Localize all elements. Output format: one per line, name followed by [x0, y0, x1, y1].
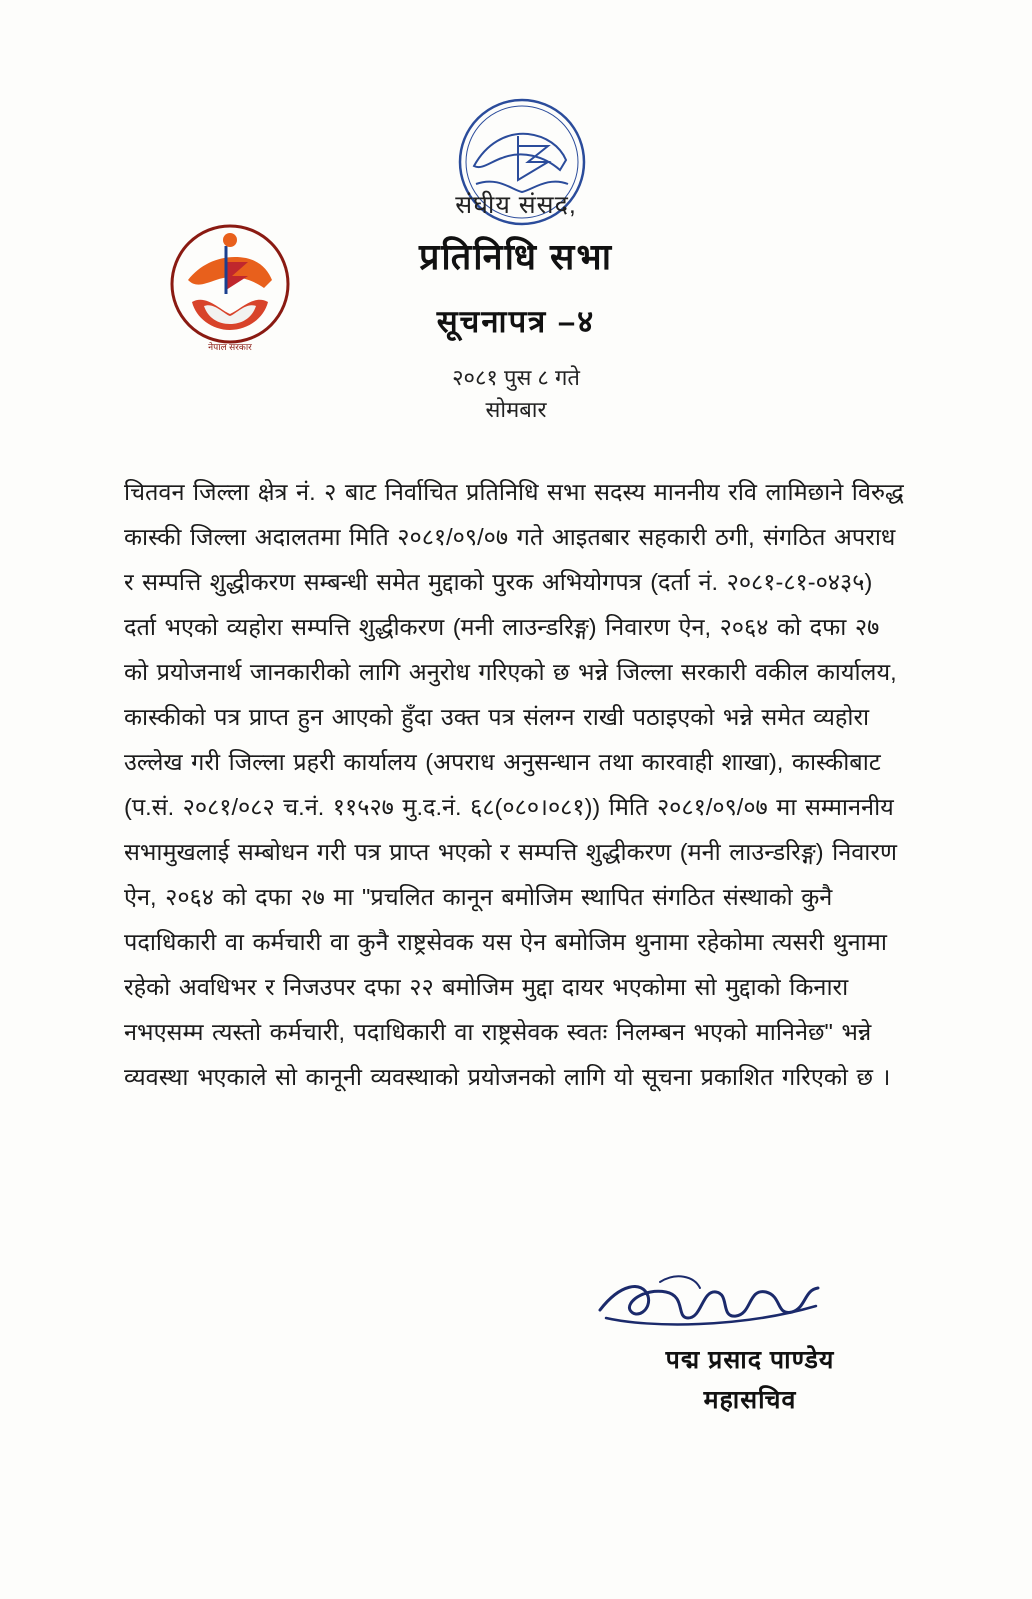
organization-name-line1: संघीय संसद,	[455, 191, 577, 219]
notice-day: सोमबार	[485, 397, 547, 423]
svg-text:नेपाल सरकार: नेपाल सरकार	[208, 342, 252, 352]
notice-title: सूचनापत्र –४	[436, 304, 596, 340]
signatory-designation: महासचिव	[703, 1386, 797, 1414]
notice-body	[124, 470, 910, 1100]
signatory-name: पद्म प्रसाद पाण्डेय	[665, 1346, 835, 1374]
header-title-group	[0, 190, 1032, 424]
notice-date: २०८१ पुस ८ गते	[452, 365, 580, 391]
signature-block	[560, 1280, 940, 1416]
handwritten-signature	[560, 1280, 940, 1338]
organization-name-line2: प्रतिनिधि सभा	[418, 236, 614, 278]
document-header	[0, 0, 1032, 423]
notice-body-paragraph: चितवन जिल्ला क्षेत्र नं. २ बाट निर्वाचित प्रतिनिधि सभा सदस्य माननीय रवि लामिछाने विरुद्ध कास्की जिल्ला अदालतमा मिति २०८१/०९/०७ गते आइतबार सहकारी ठगी, संगठित अपराध र सम्पत्ति शुद्धीकरण सम्बन्धी समेत मुद्दाको पुरक अभियोगपत्र (दर्ता नं. २०८१-८१-०४३५) दर्ता भएको व्यहोरा सम्पत्ति शुद्धीकरण (मनी लाउन्डरिङ्ग) निवारण ऐन, २०६४ को दफा २७ को प्रयोजनार्थ जानकारीको लागि अनुरोध गरिएको छ भन्ने जिल्ला सरकारी वकील कार्यालय, कास्कीको पत्र प्राप्त हुन आएको हुँदा उक्त पत्र संलग्न राखी पठाइएको भन्ने समेत व्यहोरा उल्लेख गरी जिल्ला प्रहरी कार्यालय (अपराध अनुसन्धान तथा कारवाही शाखा), कास्कीबाट (प.सं. २०८१/०८२ च.नं. ११५२७ मु.द.नं. ६८(०८०।०८१)) मिति २०८१/०९/०७ मा सम्माननीय सभामुखलाई सम्बोधन गरी पत्र प्राप्त भएको र सम्पत्ति शुद्धीकरण (मनी लाउन्डरिङ्ग) निवारण ऐन, २०६४ को दफा २७ मा "प्रचलित कानून बमोजिम स्थापित संगठित संस्थाको कुनै पदाधिकारी वा कर्मचारी वा कुनै राष्ट्रसेवक यस ऐन बमोजिम थुनामा रहेकोमा त्यसरी थुनामा रहेको अवधिभर र निजउपर दफा २२ बमोजिम मुद्दा दायर भएकोमा सो मुद्दाको किनारा नभएसम्म त्यस्तो कर्मचारी, पदाधिकारी वा राष्ट्रसेवक स्वतः निलम्बन भएको मानिनेछ" भन्ने व्यवस्था भएकाले सो कानूनी व्यवस्थाको प्रयोजनको लागि यो सूचना प्रकाशित गरिएको छ ।	[124, 479, 904, 1090]
